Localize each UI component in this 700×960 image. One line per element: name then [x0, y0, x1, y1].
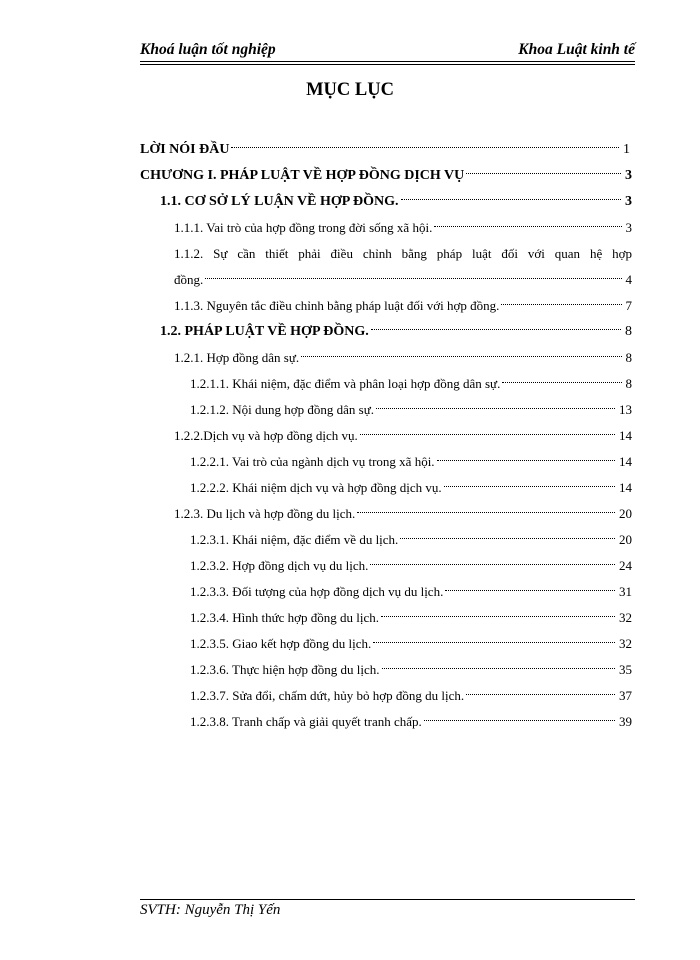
toc-entry — [140, 501, 632, 527]
toc-entry-page: 14 — [619, 480, 632, 495]
toc-leader — [301, 356, 621, 357]
toc-leader — [401, 199, 621, 200]
toc-entry-label: 1.2.2.2. Khái niệm dịch vụ và hợp đồng dịch vụ. — [190, 480, 442, 495]
toc-entry — [140, 215, 632, 241]
toc-entry — [140, 709, 632, 735]
toc-entry-page: 37 — [619, 688, 632, 703]
toc-entry-page: 20 — [619, 506, 632, 521]
toc-leader — [205, 278, 621, 279]
toc-leader — [376, 408, 615, 409]
header-rule — [140, 61, 635, 62]
toc-leader — [400, 538, 615, 539]
toc-entry-page: 31 — [619, 584, 632, 599]
toc-entry — [140, 579, 632, 605]
toc-entry — [140, 189, 632, 215]
toc-entry-page: 3 — [625, 194, 632, 209]
toc-entry — [140, 397, 632, 423]
toc-entry-page: 14 — [619, 428, 632, 443]
toc-entry — [140, 527, 632, 553]
toc-entry-label: 1.2. PHÁP LUẬT VỀ HỢP ĐỒNG. — [160, 324, 369, 339]
toc-entry — [140, 423, 632, 449]
toc-entry — [140, 293, 632, 319]
toc-entry-page: 8 — [625, 376, 632, 391]
header-rule-double — [140, 64, 635, 65]
toc-leader — [445, 590, 615, 591]
toc-entry-label: 1.2.1.2. Nội dung hợp đồng dân sự. — [190, 402, 374, 417]
toc-entry — [140, 163, 632, 189]
toc-leader — [466, 694, 615, 695]
toc-entry-label: CHƯƠNG I. PHÁP LUẬT VỀ HỢP ĐỒNG DỊCH VỤ — [140, 168, 465, 183]
footer-rule — [140, 899, 635, 900]
toc-entry-page: 35 — [619, 662, 632, 677]
toc-entry-label: 1.2.1.1. Khái niệm, đặc điểm và phân loại hợp đồng dân sự. — [190, 376, 501, 391]
toc-entry-label: 1.1.2. Sự cần thiết phải điều chỉnh bằng pháp luật đối với quan hệ hợp — [174, 246, 632, 261]
toc-leader — [371, 329, 621, 330]
toc-leader — [357, 512, 615, 513]
toc-entry — [140, 345, 632, 371]
toc-entry-page: 4 — [625, 272, 632, 287]
toc-entry-label: 1.2.2.Dịch vụ và hợp đồng dịch vụ. — [174, 428, 358, 443]
toc-leader — [502, 382, 621, 383]
toc-entry-label: 1.2.3.1. Khái niệm, đặc điểm về du lịch. — [190, 532, 399, 547]
toc-leader — [382, 668, 615, 669]
toc-entry-label: 1.2.3.4. Hình thức hợp đồng du lịch. — [190, 610, 380, 625]
toc-entry-page: 3 — [625, 220, 632, 235]
toc-leader — [373, 642, 615, 643]
toc-entry-label: 1.2.3.8. Tranh chấp và giải quyết tranh chấp. — [190, 714, 422, 729]
toc-entry-label: 1.2.3.7. Sửa đổi, chấm dứt, hủy bỏ hợp đồng du lịch. — [190, 688, 465, 703]
toc-leader — [370, 564, 615, 565]
footer-author: SVTH: Nguyễn Thị Yến — [140, 902, 281, 918]
toc-entry — [140, 449, 632, 475]
toc-entry-label: 1.2.3.6. Thực hiện hợp đồng du lịch. — [190, 662, 380, 677]
toc-entry — [140, 371, 632, 397]
toc-entry-page: 14 — [619, 454, 632, 469]
toc-entry — [140, 683, 632, 709]
toc-entry-label: 1.2.3.3. Đối tượng của hợp đồng dịch vụ du lịch. — [190, 584, 444, 599]
toc-entry — [140, 553, 632, 579]
toc-entry — [140, 241, 632, 293]
toc-entry-page: 39 — [619, 714, 632, 729]
toc-leader — [434, 226, 621, 227]
toc-leader — [444, 486, 615, 487]
toc-entry-page: 24 — [619, 558, 632, 573]
toc-entry-label: 1.2.3. Du lịch và hợp đồng du lịch. — [174, 506, 356, 521]
toc-entry-page: 32 — [619, 610, 632, 625]
toc-leader — [466, 173, 621, 174]
toc-entry — [140, 475, 632, 501]
page-title: MỤC LỤC — [306, 80, 394, 100]
toc-leader — [360, 434, 615, 435]
toc-entry-page: 7 — [625, 298, 632, 313]
toc-entry-label: 1.2.3.2. Hợp đồng dịch vụ du lịch. — [190, 558, 369, 573]
toc-entry-label: 1.2.1. Hợp đồng dân sự. — [174, 350, 300, 365]
toc-entry-label: 1.2.3.5. Giao kết hợp đồng du lịch. — [190, 636, 372, 651]
toc-entry — [140, 657, 632, 683]
toc-entry-label: 1.1. CƠ SỞ LÝ LUẬN VỀ HỢP ĐỒNG. — [160, 194, 399, 209]
toc-entry — [140, 319, 632, 345]
toc-entry-page: 1 — [623, 142, 630, 157]
table-of-contents — [140, 137, 632, 735]
toc-entry-page: 32 — [619, 636, 632, 651]
toc-leader — [437, 460, 615, 461]
toc-entry-page: 13 — [619, 402, 632, 417]
toc-leader — [381, 616, 615, 617]
header-left: Khoá luận tốt nghiệp — [140, 41, 276, 58]
toc-entry — [140, 631, 632, 657]
header-right: Khoa Luật kinh tế — [518, 41, 635, 58]
toc-entry-page: 8 — [625, 324, 632, 339]
toc-entry — [140, 605, 632, 631]
toc-entry-label-cont: đồng. — [174, 272, 204, 287]
toc-leader — [231, 147, 619, 148]
toc-entry-page: 20 — [619, 532, 632, 547]
toc-leader — [501, 304, 621, 305]
toc-entry-label: LỜI NÓI ĐẦU — [140, 142, 230, 157]
toc-entry-page: 8 — [625, 350, 632, 365]
toc-entry-label: 1.1.1. Vai trò của hợp đồng trong đời sống xã hội. — [174, 220, 433, 235]
toc-entry-label: 1.1.3. Nguyên tắc điều chỉnh bằng pháp luật đối với hợp đồng. — [174, 298, 500, 313]
toc-leader — [424, 720, 615, 721]
toc-entry — [140, 137, 632, 163]
toc-entry-label: 1.2.2.1. Vai trò của ngành dịch vụ trong xã hội. — [190, 454, 435, 469]
toc-entry-page: 3 — [625, 168, 632, 183]
